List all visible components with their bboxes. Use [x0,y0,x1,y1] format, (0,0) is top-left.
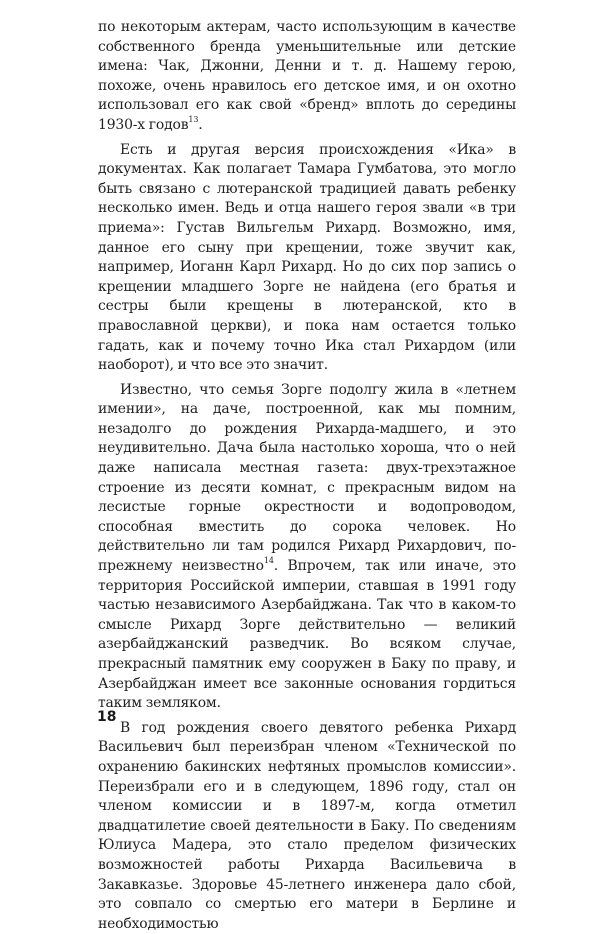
paragraph-3-continuation: . Впрочем, так или иначе, это территория Российской империи, ставшая в 1991 году частью независимого Азербайджана. Так что в каком-то смысле Рихард Зорге действительно — великий азербайджанский разведчик. Во всяком случае, прекрасный памятник ему сооружен в Баку по праву, и Азербайджан имеет все законные основания гордиться таким земляком. [98,558,517,712]
book-page-text [98,18,516,934]
paragraph-4 [98,719,516,934]
paragraph-4-text: В год рождения своего девятого ребенка Рихард Васильевич был переизбран членом «Технической по охранению бакинских нефтяных промыслов комиссии». Переизбрали его и в следующем, 1896 году, стал он членом комиссии и в 1897-м, когда отметил двадцатилетие своей деятельности в Баку. По сведениям Юлиуса Мадера, это стало пределом физических возможностей работы Рихарда Васильевича в Закавказье. Здоровье 45-летнего инженера дало сбой, это совпало со смертью его матери в Берлине и необходимостью [98,719,516,932]
page-number: 18 [97,709,117,725]
paragraph-2-text: Есть и другая версия происхождения «Ика» в документах. Как полагает Тамара Гумбатова, это могло быть связано с лютеранской традицией давать ребенку несколько имен. Ведь и отца нашего героя звали «в три приема»: Густав Вильгельм Рихард. Возможно, имя, данное его сыну при крещении, тоже звучит как, например, Иоганн Карл Рихард. Но до сих пор запись о крещении младшего Зорге не найдена (его братья и сестры были крещены в лютеранской, кто в православной церкви), и пока нам остается только гадать, как и почему точно Ика стал Рихардом (или наоборот), и что все это значит. [98,141,516,374]
paragraph-2 [98,141,516,376]
paragraph-3 [98,381,516,714]
footnote-ref-13[interactable]: 13 [188,115,199,125]
paragraph-1-text: по некоторым актерам, часто использующим в качестве собственного бренда уменьшительные или детские имена: Чак, Джонни, Денни и т. д. Нашему герою, похоже, очень нравилось его детское имя, и он охотно использовал его как свой «бренд» вплоть до середины 1930-х годов [98,19,516,133]
paragraph-1-end: . [198,116,203,133]
paragraph-1 [98,18,516,136]
paragraph-3-text: Известно, что семья Зорге подолгу жила в «летнем имении», на даче, построенной, как мы помним, незадолго до рождения Рихарда-мадшего, и это неудивительно. Дача была настолько хороша, что о ней даже написала местная газета: двух-трехэтажное строение из десяти комнат, с прекрасным видом на лесистые горные окрестности и водопроводом, способная вместить до сорока человек. Но действительно ли там родился Рихард Рихардович, по-прежнему неизвестно [98,381,516,575]
footnote-ref-14[interactable]: 14 [263,556,274,566]
